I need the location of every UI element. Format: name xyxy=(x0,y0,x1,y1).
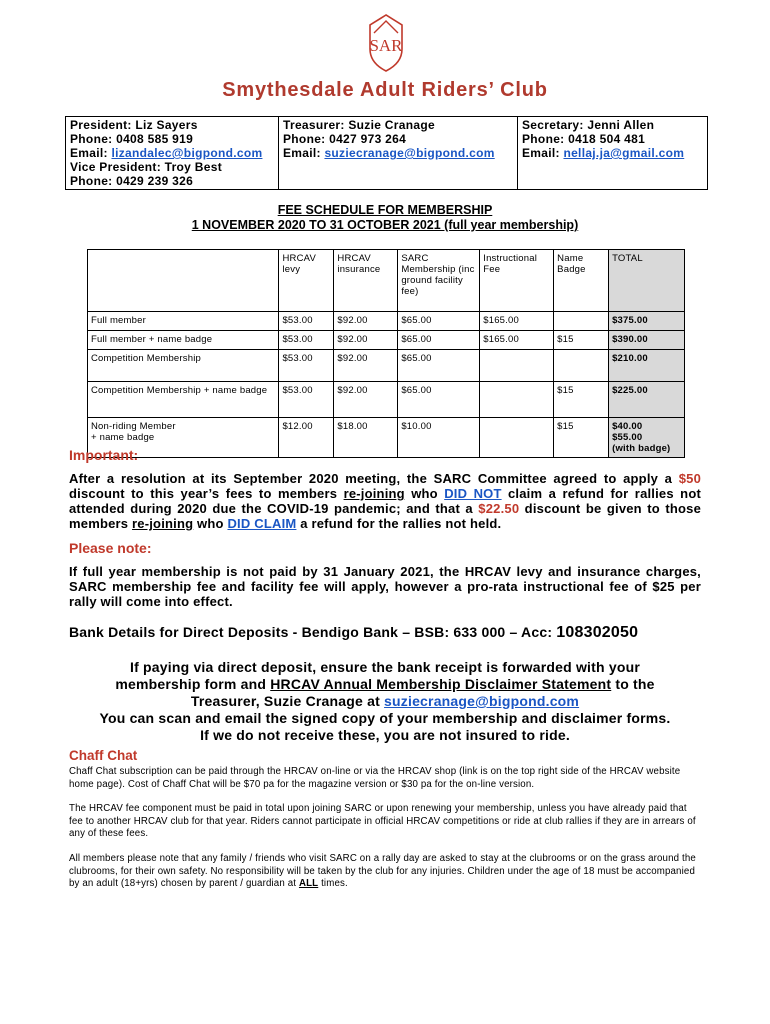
fee-table-cell: $53.00 xyxy=(279,382,334,418)
fee-table-header-cell: Name Badge xyxy=(554,250,609,312)
fee-table-cell xyxy=(480,350,554,382)
treasurer-name: Treasurer: Suzie Cranage xyxy=(283,118,435,132)
fee-table-cell: Full member xyxy=(88,312,279,331)
did-not-link: DID NOT xyxy=(444,486,502,501)
fee-schedule-period: 1 NOVEMBER 2020 TO 31 OCTOBER 2021 (full year membership) xyxy=(191,218,579,232)
fee-table-cell: Full member + name badge xyxy=(88,331,279,350)
fee-table-cell: $65.00 xyxy=(398,331,480,350)
fee-table-header-cell: SARC Membership (inc ground facility fee) xyxy=(398,250,480,312)
fee-table-cell: $165.00 xyxy=(480,312,554,331)
secretary-email-link[interactable]: nellaj.ja@gmail.com xyxy=(563,146,685,160)
club-title: Smythesdale Adult Riders’ Club xyxy=(222,79,548,101)
vice-president-name: Vice President: Troy Best xyxy=(70,160,223,174)
secretary-email-line: Email: nellaj.ja@gmail.com xyxy=(522,146,685,160)
fee-table-cell: $375.00 xyxy=(609,312,685,331)
treasurer-phone: Phone: 0427 973 264 xyxy=(283,132,407,146)
fee-table-cell: $12.00 xyxy=(279,418,334,458)
fee-table-header-cell: HRCAV insurance xyxy=(334,250,398,312)
fee-table-header-cell: HRCAV levy xyxy=(279,250,334,312)
discount-2250: $22.50 xyxy=(478,501,520,516)
fee-table-cell: $165.00 xyxy=(480,331,554,350)
fee-table-cell: $53.00 xyxy=(279,331,334,350)
fee-table xyxy=(87,249,685,458)
fee-table-cell: $15 xyxy=(554,382,609,418)
fee-table-row xyxy=(88,350,685,382)
chaff-chat-heading: Chaff Chat xyxy=(69,748,138,763)
fee-table-cell xyxy=(480,418,554,458)
president-email-line: Email: lizandalec@bigpond.com xyxy=(70,146,263,160)
logo-lettering: SAR xyxy=(369,36,403,55)
fee-table-row xyxy=(88,418,685,458)
fee-table-cell: $10.00 xyxy=(398,418,480,458)
president-name: President: Liz Sayers xyxy=(70,118,198,132)
bank-account-number: 108302050 xyxy=(556,624,639,641)
fee-table-cell: $92.00 xyxy=(334,312,398,331)
fee-table-cell: $53.00 xyxy=(279,350,334,382)
please-note-paragraph: If full year membership is not paid by 31 January 2021, the HRCAV levy and insurance charges, SARC membership fee and facility fee will apply, however a pro-rata instructional fee of $25 per rally will come into effect. xyxy=(69,564,701,609)
fee-table-cell: $53.00 xyxy=(279,312,334,331)
secretary-phone: Phone: 0418 504 481 xyxy=(522,132,646,146)
treasurer-cell xyxy=(279,117,518,190)
vice-president-phone: Phone: 0429 239 326 xyxy=(70,174,194,188)
fee-schedule-title: FEE SCHEDULE FOR MEMBERSHIP xyxy=(277,203,493,217)
fee-table-header-cell: TOTAL xyxy=(609,250,685,312)
fee-table-cell: $65.00 xyxy=(398,312,480,331)
fee-table-cell: $15 xyxy=(554,418,609,458)
please-note-heading: Please note: xyxy=(69,540,152,556)
fee-table-cell: $225.00 xyxy=(609,382,685,418)
deposit-instructions: If paying via direct deposit, ensure the bank receipt is forwarded with your membership form and HRCAV Annual Membership Disclaimer Statement to the Treasurer, Suzie Cranage at suziecranage@bigpond.com You can scan and email the signed copy of your membership and disclaimer forms. If we do not receive these, you are not insured to ride. xyxy=(99,659,671,743)
fee-table-header-cell: Instructional Fee xyxy=(480,250,554,312)
fee-table-cell: Competition Membership xyxy=(88,350,279,382)
fee-table-cell xyxy=(554,350,609,382)
fee-table-row xyxy=(88,331,685,350)
did-claim-link: DID CLAIM xyxy=(227,516,297,531)
contacts-table xyxy=(65,116,708,190)
fee-table-header-cell xyxy=(88,250,279,312)
important-paragraph: After a resolution at its September 2020 meeting, the SARC Committee agreed to apply a $50 discount to this year’s fees to members re-joining who DID NOT claim a refund for rallies not attended during 2020 due the COVID-19 pandemic; and that a $22.50 discount be given to those members re-joining who DID CLAIM a refund for the rallies not held. xyxy=(69,471,701,531)
fee-table-cell: $65.00 xyxy=(398,350,480,382)
fee-table-cell: $210.00 xyxy=(609,350,685,382)
fee-table-cell: $390.00 xyxy=(609,331,685,350)
visitors-paragraph: All members please note that any family / friends who visit SARC on a rally day are asked to stay at the clubrooms or on the grass around the clubrooms, for their own safety. No responsibility will be taken by the club for any injuries. Children under the age of 18 must be accompanied by an adult (18+yrs) chosen by parent / guardian at ALL times. xyxy=(69,853,696,889)
president-cell xyxy=(66,117,279,190)
hrcav-fee-paragraph: The HRCAV fee component must be paid in total upon joining SARC or upon renewing your membership, unless you have already paid that fee to another HRCAV club for that year. Riders cannot participate in official HRCAV competitions or ride at club rallies if they are in arrears of any of these fees. xyxy=(69,803,696,839)
fee-table-cell: $18.00 xyxy=(334,418,398,458)
fee-table-cell: $92.00 xyxy=(334,350,398,382)
president-phone: Phone: 0408 585 919 xyxy=(70,132,194,146)
fee-table-row xyxy=(88,382,685,418)
treasurer-email-link-2[interactable]: suziecranage@bigpond.com xyxy=(384,693,580,709)
fee-table-cell: $65.00 xyxy=(398,382,480,418)
fee-table-cell xyxy=(480,382,554,418)
fee-table-cell: Non-riding Member + name badge xyxy=(88,418,279,458)
treasurer-email-link[interactable]: suziecranage@bigpond.com xyxy=(324,146,495,160)
president-email-link[interactable]: lizandalec@bigpond.com xyxy=(111,146,263,160)
fee-schedule-heading xyxy=(0,203,770,233)
fee-table-cell: $92.00 xyxy=(334,331,398,350)
secretary-name: Secretary: Jenni Allen xyxy=(522,118,655,132)
fee-table-cell: $92.00 xyxy=(334,382,398,418)
fee-table-cell xyxy=(554,312,609,331)
fee-table-cell: $15 xyxy=(554,331,609,350)
fee-table-header-row xyxy=(88,250,685,312)
discount-50: $50 xyxy=(678,471,701,486)
secretary-cell xyxy=(518,117,708,190)
fee-table-row xyxy=(88,312,685,331)
fee-table-cell: Competition Membership + name badge xyxy=(88,382,279,418)
treasurer-email-line: Email: suziecranage@bigpond.com xyxy=(283,146,495,160)
bank-details: Bank Details for Direct Deposits - Bendigo Bank – BSB: 633 000 – Acc: 108302050 xyxy=(69,624,639,641)
important-heading: Important: xyxy=(69,447,139,463)
sarc-logo xyxy=(360,13,412,73)
chaff-chat-paragraph: Chaff Chat subscription can be paid through the HRCAV on-line or via the HRCAV shop (link is on the top right side of the HRCAV website home page). Cost of Chaff Chat will be $70 pa for the magazine version or $30 pa for the on-line version. xyxy=(69,766,681,790)
fee-table-cell: $40.00 $55.00 (with badge) xyxy=(609,418,685,458)
